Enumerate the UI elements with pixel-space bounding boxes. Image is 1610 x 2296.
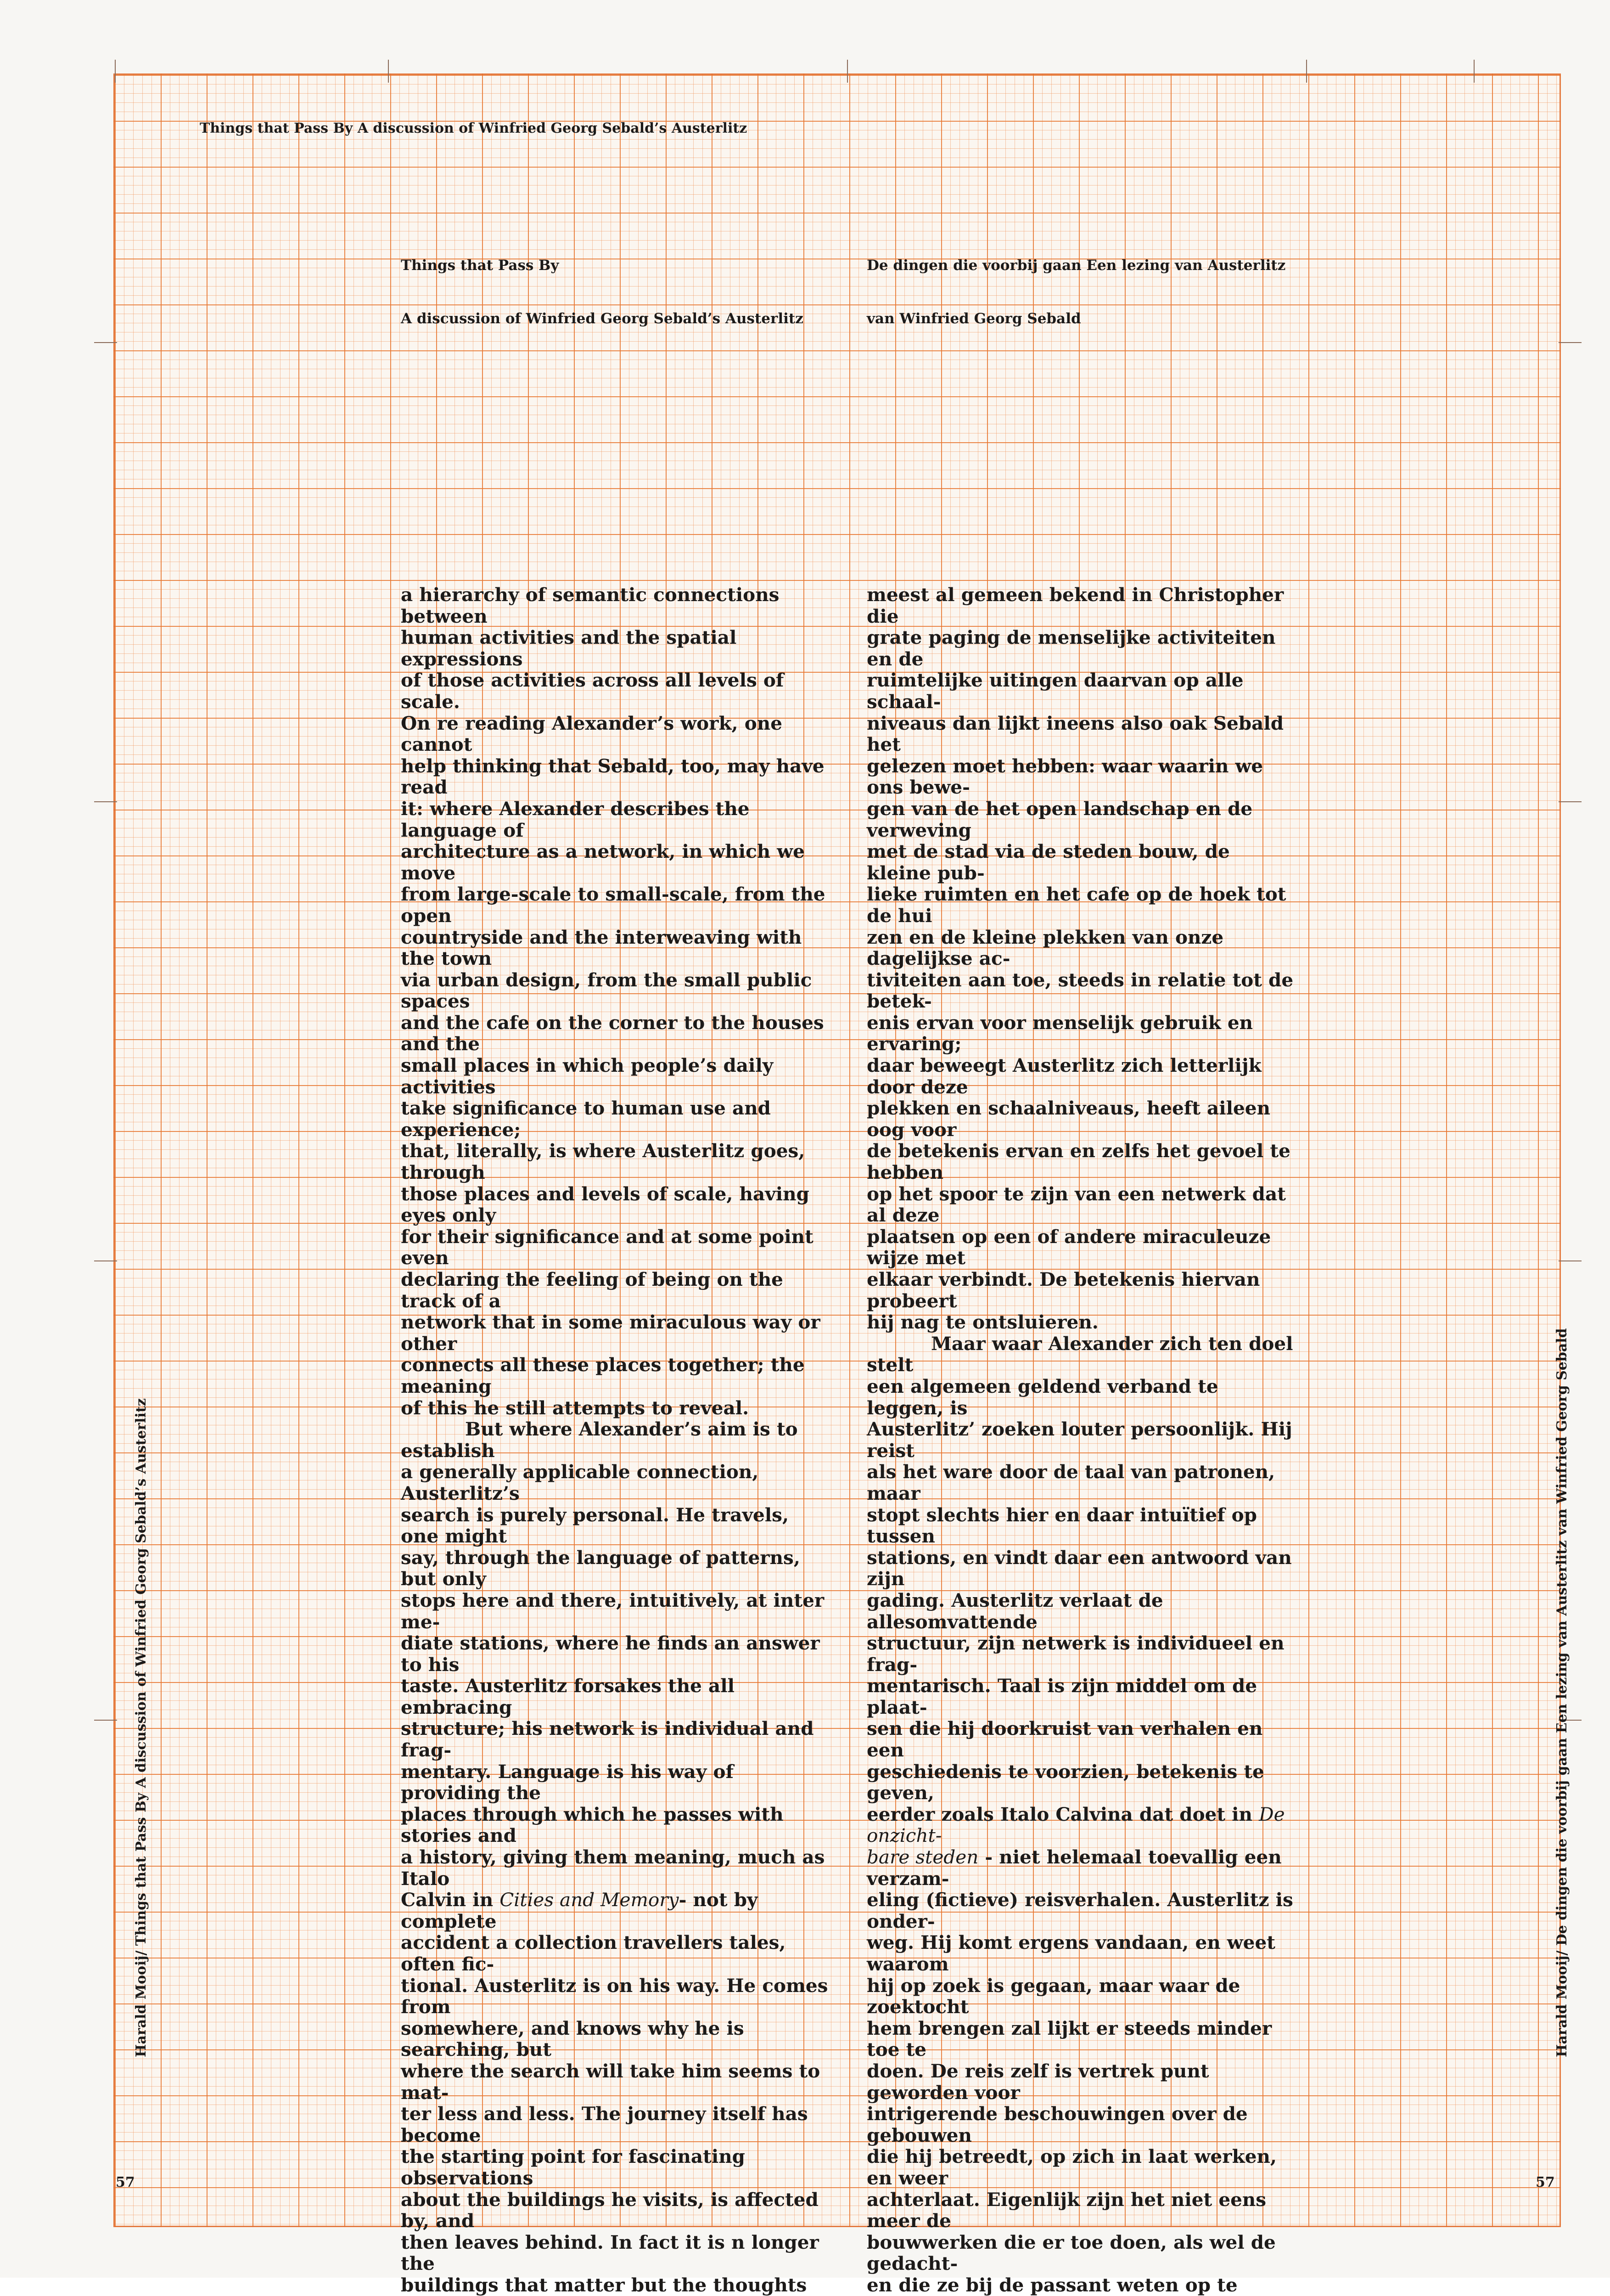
crop-mark [1559,342,1582,343]
english-body-column [401,584,830,2296]
dutch-paragraph: meest al gemeen bekend in Christopher die grate paging de menselijke activiteiten en de ruimtelijke uitingen daarvan op alle schaal- niveaus dan lijkt ineens also oak Sebald het gelezen moet hebben: waar waarin we ons bewe- gen van de het open landschap en de verweving met de stad via de steden bouw, de kleine pub- lieke ruimten en het cafe op de hoek tot de hui zen en de kleine plekken van onze dagelijkse ac- tiviteiten aan toe, steeds in relatie tot de betek- enis ervan voor menselijk gebruik en ervaring; daar beweegt Austerlitz zich letterlijk door deze plekken en schaalniveaus, heeft aileen oog voor de betekenis ervan en zelfs het gevoel te hebben op het spoor te zijn van een netwerk dat al deze plaatsen op een of andere miraculeuze wijze met elkaar verbindt. De betekenis hiervan probeert hij nag te ontsluieren. [867,584,1294,1334]
dutch-book-title: De onzicht- bare steden [867,1803,1285,1868]
dutch-subtitle: van Winfried Georg Sebald [867,310,1081,327]
running-head: Things that Pass By A discussion of Winfried Georg Sebald’s Austerlitz [200,120,747,136]
crop-mark [1559,801,1582,802]
crop-mark [1306,60,1307,83]
english-paragraph: a hierarchy of semantic connections between human activities and the spatial expressions of those activities across all levels of scale. On re reading Alexander’s work, one cannot help thinking that Sebald, too, may have read it: where Alexander describes the language of architecture as a network, in which we move from large-scale to small-scale, from the open countryside and the interweaving with the town via urban design, from the small public spaces and the cafe on the corner to the houses and the small places in which people’s daily activities take significance to human use and experience; that, literally, is where Austerlitz goes, through those places and levels of scale, having eyes only for their significance and at some point even declaring the feeling of being on the track of a network that in some miraculous way or other connects all these places together; the meaning of this he still attempts to reveal. [401,584,825,1419]
dutch-paragraph-text: Maar waar Alexander zich ten doel stelt een algemeen geldend verband te leggen, is Austerlitz’ zoeken louter persoonlijk. Hij reist als het ware door de taal van patronen, maar stopt slechts hier en daar intuïtief op tussen stations, en vindt daar een antwoord van zijn gading. Austerlitz verlaat de allesomvattende structuur, zijn netwerk is individueel en frag- mentarisch. Taal is zijn middel om de plaat- sen die hij doorkruist van verhalen en een geschiedenis te voorzien, betekenis te geven, eerder zoals Italo Calvina dat doet in [867,1332,1293,1825]
english-title: Things that Pass By [401,257,559,274]
crop-mark [388,60,389,83]
crop-mark [94,801,117,802]
crop-mark [94,1720,117,1721]
dutch-paragraph-text: - niet helemaal toevallig een verzam- eling (fictieve) reisverhalen. Austerlitz is onder- weg. Hij komt ergens vandaan, en weet waarom hij op zoek is gegaan, maar waar de zoektocht hem brengen zal lijkt er steeds minder toe te doen. De reis zelf is vertrek punt geworden voor intrigerende beschouwingen over de gebouwen die hij betreedt, op zich in laat werken, en weer achterlaat. Eigenlijk zijn het niet eens meer de bouwwerken die er toe doen, als wel de gedacht- en die ze bij de passant weten op te [867,1846,1293,2296]
sidebar-left: Harald Mooij/ Things that Pass By A discussion of Winfried Georg Sebald’s Austerlitz [133,1398,149,2057]
english-paragraph-text: - not by complete accident a collection travellers tales, often fic- tional. Austerlitz is on his way. He comes from somewhere, and knows why he is searching, but where the search will take him seems to mat- ter less and less. The journey itself has become the starting point for fascinating observations about the buildings he visits, is affected by, and then leaves behind. In fact it is n longer the buildings that matter but the thoughts [401,1889,828,2296]
english-paragraph-text: But where Alexander’s aim is to establish a generally applicable connection, Austerlitz’s search is purely personal. He travels, one might say, through the language of patterns, but only stops here and there, intuitively, at inter me- diate stations, where he finds an answer to his taste. Austerlitz forsakes the all embracing structure; his network is individual and frag- mentary. Language is his way of providing the places through which he passes with stories and a history, giving them meaning, much as Italo Calvin in [401,1418,825,1911]
sidebar-right: Harald Mooij/ De dingen die voorbij gaan Een lezing van Austerlitz van Winfried Georg Sebald [1554,1328,1570,2057]
crop-mark [1474,60,1475,83]
crop-mark [847,60,848,83]
page-number-left: 57 [116,2174,135,2190]
dutch-body-column [867,584,1296,2296]
page-number-right: 57 [1536,2174,1555,2190]
graph-paper-grid [113,73,1561,2227]
crop-mark [94,342,117,343]
crop-mark [115,60,116,83]
dutch-title: De dingen die voorbij gaan Een lezing van Austerlitz [867,257,1286,274]
english-paragraph [401,1418,830,2296]
english-book-title: Cities and Memory [499,1889,679,1911]
dutch-paragraph [867,1333,1296,2296]
english-subtitle: A discussion of Winfried Georg Sebald’s Austerlitz [401,310,803,327]
